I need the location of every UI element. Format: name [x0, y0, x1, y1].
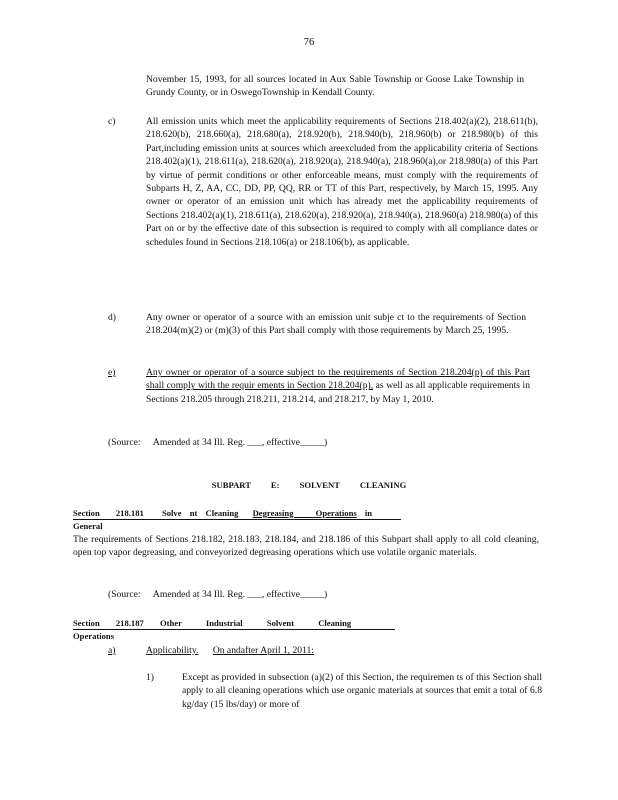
section-heading [73, 507, 403, 534]
item-text-underlined: Any owner or operator of a source subject to the requirements of Section 218.204(p) of this Part shall comply with the requir ements in Section 218.204(p), [146, 367, 530, 392]
source-prefix: (Source: [108, 437, 141, 448]
item-label: 1) [146, 672, 154, 683]
item-text [146, 366, 530, 406]
item-text: Except as provided in subsection (a)(2) of this Section, the requiremen ts of this Section shall apply to all cleaning operations which use organic materials at sources that emit a total of 6.8 kg/day (15 lbs/day) or more of [182, 672, 542, 710]
section-title-underlined: Degreasing Operations [252, 508, 357, 518]
section-heading-rule [73, 629, 395, 630]
item-label: c) [108, 116, 116, 127]
section-number: Section 218.181 [73, 508, 144, 518]
section-title: Solve nt Cleaning [161, 508, 239, 518]
source-body: Amended at 34 Ill. Reg. ___, effective_____) [152, 437, 328, 448]
item-label: e) [108, 367, 116, 378]
section-heading-rule [73, 519, 401, 520]
item-text [146, 644, 314, 657]
item-text-underlined: Applicability. [146, 645, 199, 656]
source-prefix: (Source: [108, 589, 141, 600]
page-number: 76 [303, 37, 315, 48]
section-body: The requirements of Sections 218.182, 218.183, 218.184, and 218.186 of this Subpart shall apply to all cold cleaning, open top vapor degreasing, and conveyorized degreasing operations which use volatile organic materials. [73, 534, 539, 559]
source-body: Amended at 34 Ill. Reg. ___, effective_____) [152, 589, 328, 600]
section-number: Section 218.187 [73, 618, 144, 628]
item-text: Any owner or operator of a source with an emission unit subje ct to the requirements of Section 218.204(m)(2) or (m)(3) of this Part shall comply with those requirements by March 25, 1995. [146, 312, 526, 337]
continued-paragraph: November 15, 1993, for all sources located in Aux Sable Township or Goose Lake Township in Grundy County, or in OswegoTownship in Kendall County. [146, 74, 524, 99]
section-heading [73, 617, 403, 644]
section-title-suffix: in General [73, 508, 373, 532]
item-text-underlined: On andafter April 1, 2011: [212, 645, 314, 656]
source-note [108, 436, 327, 449]
section-title: Other Industrial Solvent Cleaning Operations [73, 618, 352, 642]
item-label: d) [108, 312, 116, 323]
item-text: All emission units which meet the applicability requirements of Sections 218.402(a)(2), 218.611(b), 218.620(b), 218.660(a), 218.680(a), 218.920(b), 218.940(b), 218.960(b) or 218.980(b) of this Part,including emission units at sources which areexcluded from the applicability criteria of Sections 218.402(a)(1), 218.611(a), 218.620(a), 218.920(a), 218.940(a), 218.960(a),or 218.980(a) of this Part by virtue of permit conditions or other enforceable means, must comply with the requirements of Subparts H, Z, AA, CC, DD, PP, QQ, RR or TT of this Part, respectively, by March 15, 1995. Any owner or operator of an emission unit which has already met the applicability requirements of Sections 218.402(a)(1), 218.611(a), 218.620(a), 218.920(a), 218.940(a), 218.960(a) 218.980(a) of this Part on or by the effective date of this subsection is required to comply with all compliance dates or schedules found in Sections 218.106(a) or 218.106(b), as applicable. [146, 116, 538, 248]
item-text-plain: as well as all applicable requirements in Sections 218.205 through 218.211, 218.214, and 218.217, by May 1, 2010. [146, 380, 530, 405]
source-note [108, 588, 327, 601]
subpart-heading: SUBPART E: SOLVENT CLEANING [211, 480, 407, 490]
item-label: a) [108, 645, 116, 656]
